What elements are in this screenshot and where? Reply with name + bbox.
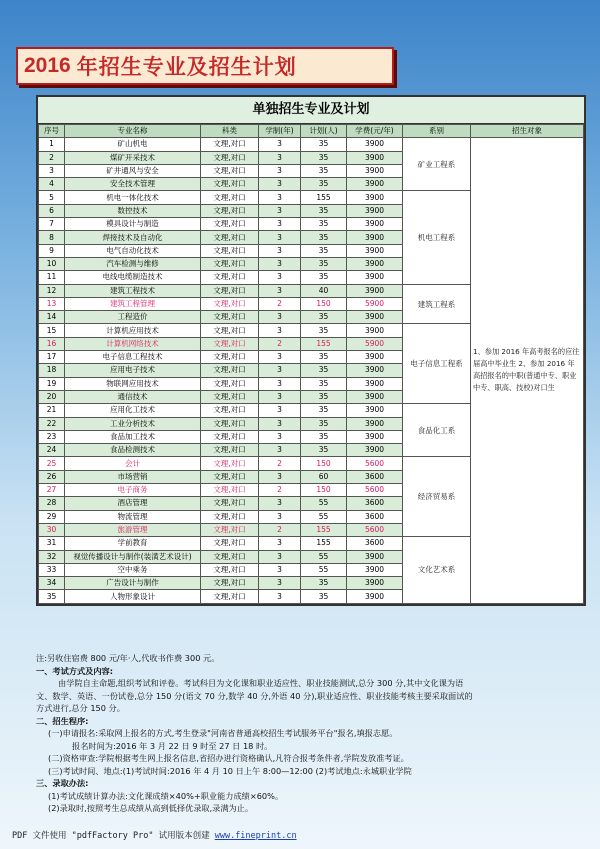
cell-no: 34: [39, 577, 65, 590]
cell-category: 文理,对口: [201, 297, 259, 310]
cell-category: 文理,对口: [201, 457, 259, 470]
cell-category: 文理,对口: [201, 244, 259, 257]
cell-no: 4: [39, 178, 65, 191]
cell-major: 机电一体化技术: [65, 191, 201, 204]
plan-table: [38, 124, 584, 604]
cell-years: 3: [259, 430, 301, 443]
cell-years: 3: [259, 537, 301, 550]
cell-category: 文理,对口: [201, 484, 259, 497]
cell-fee: 3600: [347, 470, 403, 483]
cell-major: 会计: [65, 457, 201, 470]
cell-plan: 35: [301, 151, 347, 164]
cell-major: 安全技术管理: [65, 178, 201, 191]
cell-years: 3: [259, 257, 301, 270]
cell-plan: 55: [301, 510, 347, 523]
cell-plan: 35: [301, 590, 347, 603]
cell-no: 9: [39, 244, 65, 257]
cell-major: 物联网应用技术: [65, 377, 201, 390]
cell-no: 2: [39, 151, 65, 164]
cell-plan: 35: [301, 430, 347, 443]
header-department: 系别: [403, 125, 471, 138]
pdf-footer: [12, 829, 297, 841]
section-exam-title: 一、考试方式及内容:: [36, 665, 113, 676]
cell-category: 文理,对口: [201, 390, 259, 403]
header-category: 科类: [201, 125, 259, 138]
cell-plan: 35: [301, 257, 347, 270]
header-plan: 计划(人): [301, 125, 347, 138]
cell-plan: 35: [301, 351, 347, 364]
cell-years: 3: [259, 244, 301, 257]
cell-major: 电气自动化技术: [65, 244, 201, 257]
cell-major: 人物形象设计: [65, 590, 201, 603]
cell-plan: 155: [301, 191, 347, 204]
title-banner: [16, 47, 394, 85]
cell-major: 计算机应用技术: [65, 324, 201, 337]
cell-fee: 3900: [347, 138, 403, 151]
cell-plan: 150: [301, 457, 347, 470]
cell-fee: 3900: [347, 164, 403, 177]
plan-table-box: [36, 95, 586, 606]
cell-no: 28: [39, 497, 65, 510]
cell-major: 工程造价: [65, 311, 201, 324]
cell-category: 文理,对口: [201, 257, 259, 270]
cell-plan: 60: [301, 470, 347, 483]
cell-fee: 3900: [347, 191, 403, 204]
cell-years: 3: [259, 271, 301, 284]
cell-category: 文理,对口: [201, 337, 259, 350]
cell-fee: 3600: [347, 537, 403, 550]
cell-fee: 3900: [347, 390, 403, 403]
notes-section: [36, 652, 586, 815]
cell-no: 8: [39, 231, 65, 244]
cell-fee: 3900: [347, 364, 403, 377]
cell-category: 文理,对口: [201, 311, 259, 324]
banner-year: 2016: [24, 54, 71, 77]
footer-text: PDF 文件使用 "pdfFactory Pro" 试用版本创建: [12, 831, 210, 841]
cell-major: 物流管理: [65, 510, 201, 523]
cell-years: 3: [259, 191, 301, 204]
cell-fee: 5600: [347, 457, 403, 470]
department-cell: 建筑工程系: [403, 284, 471, 324]
cell-no: 35: [39, 590, 65, 603]
cell-years: 3: [259, 510, 301, 523]
cell-major: 焊接技术及自动化: [65, 231, 201, 244]
cell-category: 文理,对口: [201, 204, 259, 217]
cell-major: 煤矿开采技术: [65, 151, 201, 164]
cell-years: 3: [259, 444, 301, 457]
cell-plan: 35: [301, 417, 347, 430]
cell-no: 30: [39, 523, 65, 536]
cell-years: 3: [259, 311, 301, 324]
fee-note: 注:另收住宿费 800 元/年·人,代收书作费 300 元。: [36, 653, 220, 663]
cell-major: 应用化工技术: [65, 404, 201, 417]
cell-years: 3: [259, 151, 301, 164]
cell-category: 文理,对口: [201, 231, 259, 244]
cell-plan: 55: [301, 550, 347, 563]
cell-no: 7: [39, 218, 65, 231]
cell-fee: 3900: [347, 178, 403, 191]
cell-years: 3: [259, 577, 301, 590]
cell-category: 文理,对口: [201, 191, 259, 204]
cell-major: 矿井通风与安全: [65, 164, 201, 177]
cell-years: 3: [259, 417, 301, 430]
header-target: 招生对象: [471, 125, 584, 138]
cell-plan: 35: [301, 204, 347, 217]
cell-category: 文理,对口: [201, 430, 259, 443]
cell-major: 电线电缆制造技术: [65, 271, 201, 284]
cell-major: 空中乘务: [65, 563, 201, 576]
cell-fee: 3900: [347, 404, 403, 417]
cell-major: 建筑工程管理: [65, 297, 201, 310]
cell-category: 文理,对口: [201, 178, 259, 191]
department-cell: 机电工程系: [403, 191, 471, 284]
cell-years: 2: [259, 523, 301, 536]
cell-no: 23: [39, 430, 65, 443]
table-header-row: [39, 125, 584, 138]
cell-major: 旅游管理: [65, 523, 201, 536]
cell-fee: 3900: [347, 324, 403, 337]
cell-category: 文理,对口: [201, 510, 259, 523]
cell-plan: 35: [301, 164, 347, 177]
cell-fee: 5600: [347, 484, 403, 497]
cell-plan: 35: [301, 231, 347, 244]
cell-fee: 3900: [347, 550, 403, 563]
cell-fee: 3900: [347, 311, 403, 324]
cell-plan: 55: [301, 563, 347, 576]
cell-fee: 3900: [347, 151, 403, 164]
cell-category: 文理,对口: [201, 550, 259, 563]
cell-no: 13: [39, 297, 65, 310]
cell-no: 6: [39, 204, 65, 217]
cell-fee: 3900: [347, 563, 403, 576]
cell-plan: 35: [301, 271, 347, 284]
section-admission-title: 三、录取办法:: [36, 778, 89, 788]
cell-major: 计算机网络技术: [65, 337, 201, 350]
cell-fee: 3900: [347, 351, 403, 364]
cell-plan: 40: [301, 284, 347, 297]
cell-category: 文理,对口: [201, 164, 259, 177]
section-admission-line: (1)考试成绩计算办法:文化课成绩×40%+职业能力成绩×60%。: [48, 790, 284, 801]
cell-major: 电子信息工程技术: [65, 351, 201, 364]
cell-years: 2: [259, 484, 301, 497]
section-procedure-line: 报名时间为:2016 年 3 月 22 日 9 时至 27 日 18 时。: [72, 740, 273, 751]
cell-fee: 3900: [347, 430, 403, 443]
cell-category: 文理,对口: [201, 577, 259, 590]
cell-years: 3: [259, 138, 301, 151]
cell-fee: 5900: [347, 337, 403, 350]
section-procedure-line: (一)申请报名:采取网上报名的方式,考生登录"河南省普通高校招生考试服务平台"报名,填报志愿。: [48, 728, 398, 738]
cell-plan: 35: [301, 377, 347, 390]
cell-no: 5: [39, 191, 65, 204]
cell-years: 2: [259, 337, 301, 350]
cell-no: 3: [39, 164, 65, 177]
cell-no: 29: [39, 510, 65, 523]
cell-plan: 35: [301, 324, 347, 337]
cell-major: 市场营销: [65, 470, 201, 483]
cell-years: 3: [259, 377, 301, 390]
section-procedure-title: 二、招生程序:: [36, 715, 89, 726]
cell-fee: 3900: [347, 257, 403, 270]
cell-years: 3: [259, 164, 301, 177]
cell-fee: 3900: [347, 444, 403, 457]
target-cell: 1、参加 2016 年高考报名的应往届高中毕业生 2、参加 2016 年高招报名的中职(普通中专、职业中专、职高、技校)对口生: [471, 138, 584, 603]
cell-plan: 35: [301, 138, 347, 151]
cell-category: 文理,对口: [201, 377, 259, 390]
cell-years: 3: [259, 497, 301, 510]
cell-no: 1: [39, 138, 65, 151]
cell-plan: 150: [301, 297, 347, 310]
cell-major: 酒店管理: [65, 497, 201, 510]
cell-years: 3: [259, 218, 301, 231]
cell-category: 文理,对口: [201, 537, 259, 550]
cell-category: 文理,对口: [201, 364, 259, 377]
cell-category: 文理,对口: [201, 218, 259, 231]
cell-major: 模具设计与制造: [65, 218, 201, 231]
cell-plan: 35: [301, 311, 347, 324]
cell-years: 3: [259, 231, 301, 244]
cell-fee: 3900: [347, 577, 403, 590]
cell-category: 文理,对口: [201, 444, 259, 457]
cell-no: 10: [39, 257, 65, 270]
cell-no: 22: [39, 417, 65, 430]
header-fee: 学费(元/年): [347, 125, 403, 138]
cell-fee: 3900: [347, 204, 403, 217]
cell-category: 文理,对口: [201, 523, 259, 536]
cell-major: 矿山机电: [65, 138, 201, 151]
cell-category: 文理,对口: [201, 470, 259, 483]
cell-fee: 3900: [347, 271, 403, 284]
cell-no: 11: [39, 271, 65, 284]
footer-link[interactable]: www.fineprint.cn: [214, 831, 297, 841]
cell-years: 3: [259, 590, 301, 603]
cell-years: 3: [259, 404, 301, 417]
banner-title: 年招生专业及招生计划: [76, 55, 297, 79]
cell-major: 应用电子技术: [65, 364, 201, 377]
cell-fee: 3900: [347, 218, 403, 231]
cell-plan: 35: [301, 444, 347, 457]
cell-no: 25: [39, 457, 65, 470]
cell-fee: 3900: [347, 417, 403, 430]
cell-years: 3: [259, 204, 301, 217]
cell-major: 食品加工技术: [65, 430, 201, 443]
cell-major: 工业分析技术: [65, 417, 201, 430]
cell-major: 食品检测技术: [65, 444, 201, 457]
cell-years: 3: [259, 284, 301, 297]
cell-major: 电子商务: [65, 484, 201, 497]
header-no: 序号: [39, 125, 65, 138]
table-row: [39, 138, 584, 151]
cell-years: 2: [259, 297, 301, 310]
cell-years: 3: [259, 563, 301, 576]
cell-category: 文理,对口: [201, 151, 259, 164]
cell-major: 通信技术: [65, 390, 201, 403]
cell-no: 19: [39, 377, 65, 390]
cell-plan: 35: [301, 244, 347, 257]
cell-category: 文理,对口: [201, 563, 259, 576]
cell-no: 17: [39, 351, 65, 364]
cell-no: 15: [39, 324, 65, 337]
cell-category: 文理,对口: [201, 284, 259, 297]
cell-years: 3: [259, 550, 301, 563]
section-admission-line: (2)录取时,按照考生总成绩从高到低择优录取,录满为止。: [48, 803, 254, 813]
cell-no: 31: [39, 537, 65, 550]
cell-major: 汽车检测与维修: [65, 257, 201, 270]
cell-plan: 35: [301, 390, 347, 403]
cell-plan: 35: [301, 364, 347, 377]
cell-no: 18: [39, 364, 65, 377]
cell-years: 3: [259, 324, 301, 337]
cell-years: 3: [259, 351, 301, 364]
cell-plan: 35: [301, 178, 347, 191]
cell-years: 3: [259, 470, 301, 483]
cell-no: 32: [39, 550, 65, 563]
cell-fee: 3900: [347, 284, 403, 297]
cell-category: 文理,对口: [201, 351, 259, 364]
table-title: 单独招生专业及计划: [38, 97, 584, 124]
cell-no: 33: [39, 563, 65, 576]
cell-plan: 155: [301, 537, 347, 550]
cell-plan: 55: [301, 497, 347, 510]
department-cell: 文化艺术系: [403, 537, 471, 603]
department-cell: 食品化工系: [403, 404, 471, 457]
section-exam-line: 文、数学、英语、一份试卷,总分 150 分(语文 70 分,数学 40 分,外语 40 分),职业适应性、职业技能考核主要采取面试的: [36, 690, 473, 701]
cell-fee: 3900: [347, 244, 403, 257]
cell-major: 学前教育: [65, 537, 201, 550]
cell-no: 26: [39, 470, 65, 483]
cell-no: 16: [39, 337, 65, 350]
cell-no: 27: [39, 484, 65, 497]
cell-fee: 5900: [347, 297, 403, 310]
cell-plan: 150: [301, 484, 347, 497]
cell-major: 建筑工程技术: [65, 284, 201, 297]
department-cell: 经济贸易系: [403, 457, 471, 537]
section-exam-line: 方式进行,总分 150 分。: [36, 703, 125, 713]
cell-major: 数控技术: [65, 204, 201, 217]
cell-fee: 3600: [347, 497, 403, 510]
cell-category: 文理,对口: [201, 324, 259, 337]
section-procedure-line: (二)资格审查:学院根据考生网上报名信息,省招办进行资格确认,凡符合报考条件者,学院发放准考证。: [48, 753, 409, 763]
cell-category: 文理,对口: [201, 271, 259, 284]
cell-years: 3: [259, 364, 301, 377]
cell-fee: 5600: [347, 523, 403, 536]
cell-plan: 35: [301, 577, 347, 590]
cell-category: 文理,对口: [201, 497, 259, 510]
section-procedure-line: (三)考试时间、地点:(1)考试时间:2016 年 4 月 10 日上午 8:00—12:00 (2)考试地点:永城职业学院: [48, 765, 412, 776]
cell-category: 文理,对口: [201, 404, 259, 417]
cell-plan: 35: [301, 218, 347, 231]
cell-category: 文理,对口: [201, 138, 259, 151]
cell-major: 视觉传播设计与制作(装潢艺术设计): [65, 550, 201, 563]
cell-category: 文理,对口: [201, 590, 259, 603]
cell-years: 3: [259, 390, 301, 403]
cell-no: 21: [39, 404, 65, 417]
header-years: 学制(年): [259, 125, 301, 138]
cell-no: 12: [39, 284, 65, 297]
cell-major: 广告设计与制作: [65, 577, 201, 590]
cell-plan: 35: [301, 404, 347, 417]
cell-no: 24: [39, 444, 65, 457]
cell-plan: 155: [301, 337, 347, 350]
department-cell: 矿业工程系: [403, 138, 471, 191]
cell-years: 2: [259, 457, 301, 470]
cell-fee: 3900: [347, 377, 403, 390]
section-exam-line: 由学院自主命题,组织考试和评卷。考试科目为文化课和职业适应性、职业技能测试,总分 300 分,其中文化课为语: [58, 678, 464, 688]
cell-category: 文理,对口: [201, 417, 259, 430]
header-major: 专业名称: [65, 125, 201, 138]
cell-fee: 3600: [347, 510, 403, 523]
cell-no: 20: [39, 390, 65, 403]
department-cell: 电子信息工程系: [403, 324, 471, 404]
cell-fee: 3900: [347, 590, 403, 603]
cell-plan: 155: [301, 523, 347, 536]
cell-fee: 3900: [347, 231, 403, 244]
cell-no: 14: [39, 311, 65, 324]
cell-years: 3: [259, 178, 301, 191]
